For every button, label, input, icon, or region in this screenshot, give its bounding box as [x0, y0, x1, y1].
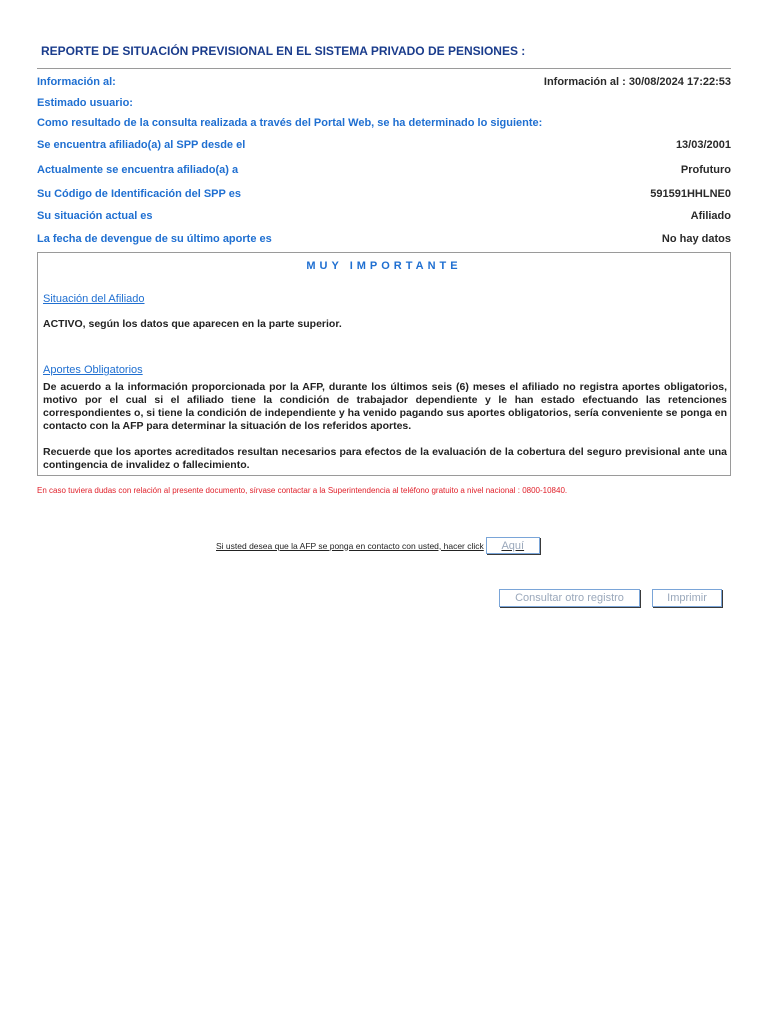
aportes-text: De acuerdo a la información proporcionada por la AFP, durante los últimos seis (6) meses el afiliado no registra aportes obligatorios, motivo por el cual si el afiliado tiene la condición de trabajador dependiente y le han estado efectuando las retenciones correspondientes o, si tiene la condición de independiente y ha venido pagando sus aportes obligatorios, sería conveniente se ponga en contacto con la AFP para determinar la situación de los referidos aportes. [43, 381, 727, 432]
page-title: REPORTE DE SITUACIÓN PREVISIONAL EN EL SISTEMA PRIVADO DE PENSIONES : [41, 44, 526, 58]
intro-text: Como resultado de la consulta realizada a través del Portal Web, se ha determinado lo siguiente: [37, 117, 543, 129]
spp-code-row [37, 187, 731, 201]
situacion-text: ACTIVO, según los datos que aparecen en la parte superior. [43, 318, 342, 330]
last-contribution-value: No hay datos [661, 233, 731, 245]
info-date-value: Información al : 30/08/2024 17:22:53 [543, 76, 731, 88]
current-afp-value: Profuturo [680, 164, 731, 176]
divider [37, 68, 731, 69]
greeting-text: Estimado usuario: [37, 97, 133, 109]
recuerde-text: Recuerde que los aportes acreditados resultan necesarios para efectos de la evaluación de la cobertura del seguro previsional ante una contingencia de invalidez o fallecimiento. [43, 446, 727, 471]
last-contribution-row [37, 232, 731, 246]
current-afp-label: Actualmente se encuentra afiliado(a) a [37, 164, 239, 176]
status-label: Su situación actual es [37, 210, 153, 222]
greeting-row [37, 96, 731, 110]
intro-row [37, 116, 731, 130]
status-row [37, 209, 731, 223]
aqui-button[interactable]: Aquí [486, 537, 540, 554]
help-note: En caso tuviera dudas con relación al presente documento, sírvase contactar a la Superintendencia al teléfono gratuito a nivel nacional : 0800-10840. [37, 486, 568, 495]
spp-code-value: 591591HHLNE0 [650, 188, 731, 200]
consult-other-button[interactable]: Consultar otro registro [499, 589, 640, 607]
affiliation-date-label: Se encuentra afiliado(a) al SPP desde el [37, 139, 246, 151]
contact-text: Si usted desea que la AFP se ponga en contacto con usted, hacer click [216, 540, 484, 551]
aportes-title: Aportes Obligatorios [43, 364, 143, 376]
important-heading: MUY IMPORTANTE [306, 260, 462, 272]
action-buttons [499, 589, 722, 607]
situacion-title: Situación del Afiliado [43, 293, 145, 305]
spp-code-label: Su Código de Identificación del SPP es [37, 188, 241, 200]
current-afp-row [37, 163, 731, 177]
status-value: Afiliado [690, 210, 731, 222]
affiliation-date-row [37, 138, 731, 152]
info-date-row [37, 75, 731, 89]
info-date-label: Información al: [37, 76, 116, 88]
last-contribution-label: La fecha de devengue de su último aporte es [37, 233, 272, 245]
print-button[interactable]: Imprimir [652, 589, 722, 607]
contact-request [216, 537, 540, 554]
affiliation-date-value: 13/03/2001 [675, 139, 731, 151]
important-box [37, 252, 731, 476]
